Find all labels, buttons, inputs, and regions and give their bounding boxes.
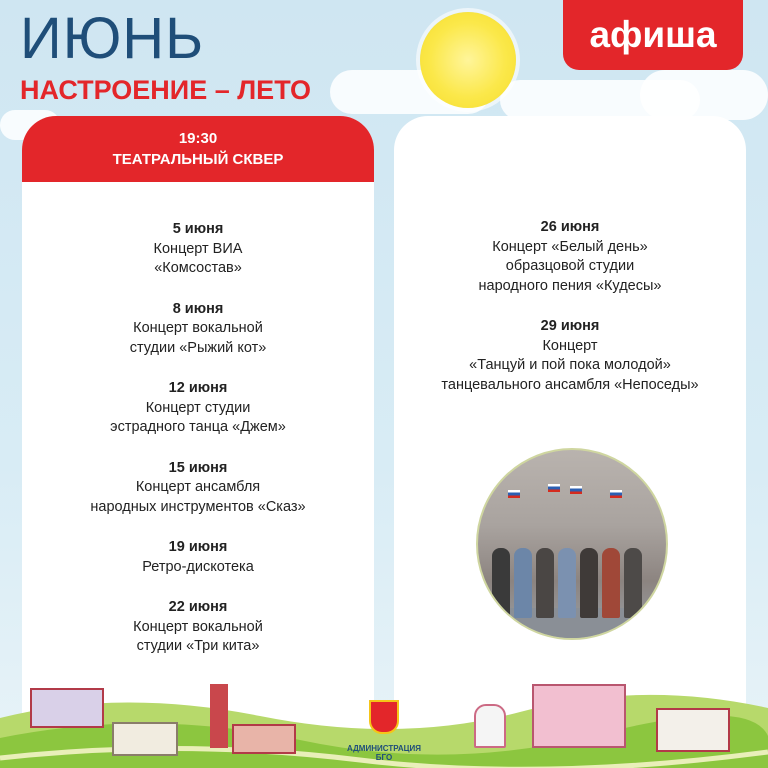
coat-of-arms-icon	[369, 700, 399, 734]
building-illustration	[532, 684, 626, 748]
performer	[580, 548, 598, 618]
flag-icon	[548, 484, 560, 492]
flag-icon	[610, 490, 622, 498]
event-line: студии «Рыжий кот»	[129, 339, 267, 356]
administration-logo	[338, 700, 430, 768]
event-line: Концерт студии	[145, 399, 251, 416]
performer	[602, 548, 620, 618]
event-date: 19 июня	[168, 539, 228, 555]
event-date: 26 июня	[540, 219, 600, 235]
event-line: Концерт	[542, 337, 598, 354]
building-illustration	[30, 688, 104, 728]
event-date: 15 июня	[168, 459, 228, 476]
event-item	[22, 379, 374, 438]
event-line: Ретро-дискотека	[142, 558, 254, 575]
event-date: 29 июня	[540, 318, 600, 334]
event-line: народного пения «Кудесы»	[478, 277, 662, 294]
building-illustration	[656, 708, 730, 752]
afisha-badge: афиша	[563, 0, 743, 70]
performer	[492, 548, 510, 618]
concert-photo	[476, 448, 668, 640]
event-venue: ТЕАТРАЛЬНЫЙ СКВЕР	[112, 151, 284, 168]
performer	[624, 548, 642, 618]
building-illustration	[232, 724, 296, 754]
event-item	[22, 220, 374, 279]
sun-icon	[420, 12, 516, 108]
schedule-card-right	[394, 116, 746, 756]
event-line: «Танцуй и пой пока молодой»	[469, 357, 671, 373]
gazebo-illustration	[474, 704, 506, 748]
event-line: народных инструментов «Сказ»	[90, 498, 306, 515]
event-line: Концерт ВИА	[153, 240, 243, 257]
event-item	[394, 317, 746, 395]
flag-icon	[508, 490, 520, 498]
event-line: студии «Три кита»	[136, 638, 260, 654]
event-item	[22, 300, 374, 359]
page-subtitle: НАСТРОЕНИЕ – ЛЕТО	[20, 75, 312, 105]
event-list	[394, 218, 746, 416]
event-list	[22, 220, 374, 678]
event-line: образцовой студии	[505, 258, 635, 274]
event-item	[22, 459, 374, 518]
event-time: 19:30	[178, 130, 218, 147]
event-line: Концерт «Белый день»	[492, 238, 648, 255]
event-date: 22 июня	[168, 599, 228, 615]
performer	[536, 548, 554, 618]
flag-icon	[570, 486, 582, 494]
performer	[514, 548, 532, 618]
building-illustration	[112, 722, 178, 756]
page-title: ИЮНЬ	[20, 6, 205, 71]
schedule-card-left	[22, 116, 374, 756]
event-line: «Комсостав»	[154, 260, 242, 276]
event-item	[22, 598, 374, 657]
event-item	[22, 538, 374, 577]
event-line: эстрадного танца «Джем»	[110, 419, 286, 435]
event-line: Концерт ансамбля	[135, 479, 261, 495]
card-header	[22, 116, 374, 182]
performer	[558, 548, 576, 618]
event-date: 12 июня	[168, 380, 228, 396]
event-date: 8 июня	[172, 300, 224, 317]
event-item	[394, 218, 746, 296]
event-line: Концерт вокальной	[133, 320, 263, 336]
event-line: Концерт вокальной	[133, 618, 263, 635]
event-line: танцевального ансамбля «Непоседы»	[441, 376, 699, 393]
event-date: 5 июня	[172, 221, 224, 237]
logo-text: АДМИНИСТРАЦИЯ БГО	[347, 744, 421, 762]
cloud	[640, 70, 768, 120]
church-illustration	[210, 684, 228, 748]
